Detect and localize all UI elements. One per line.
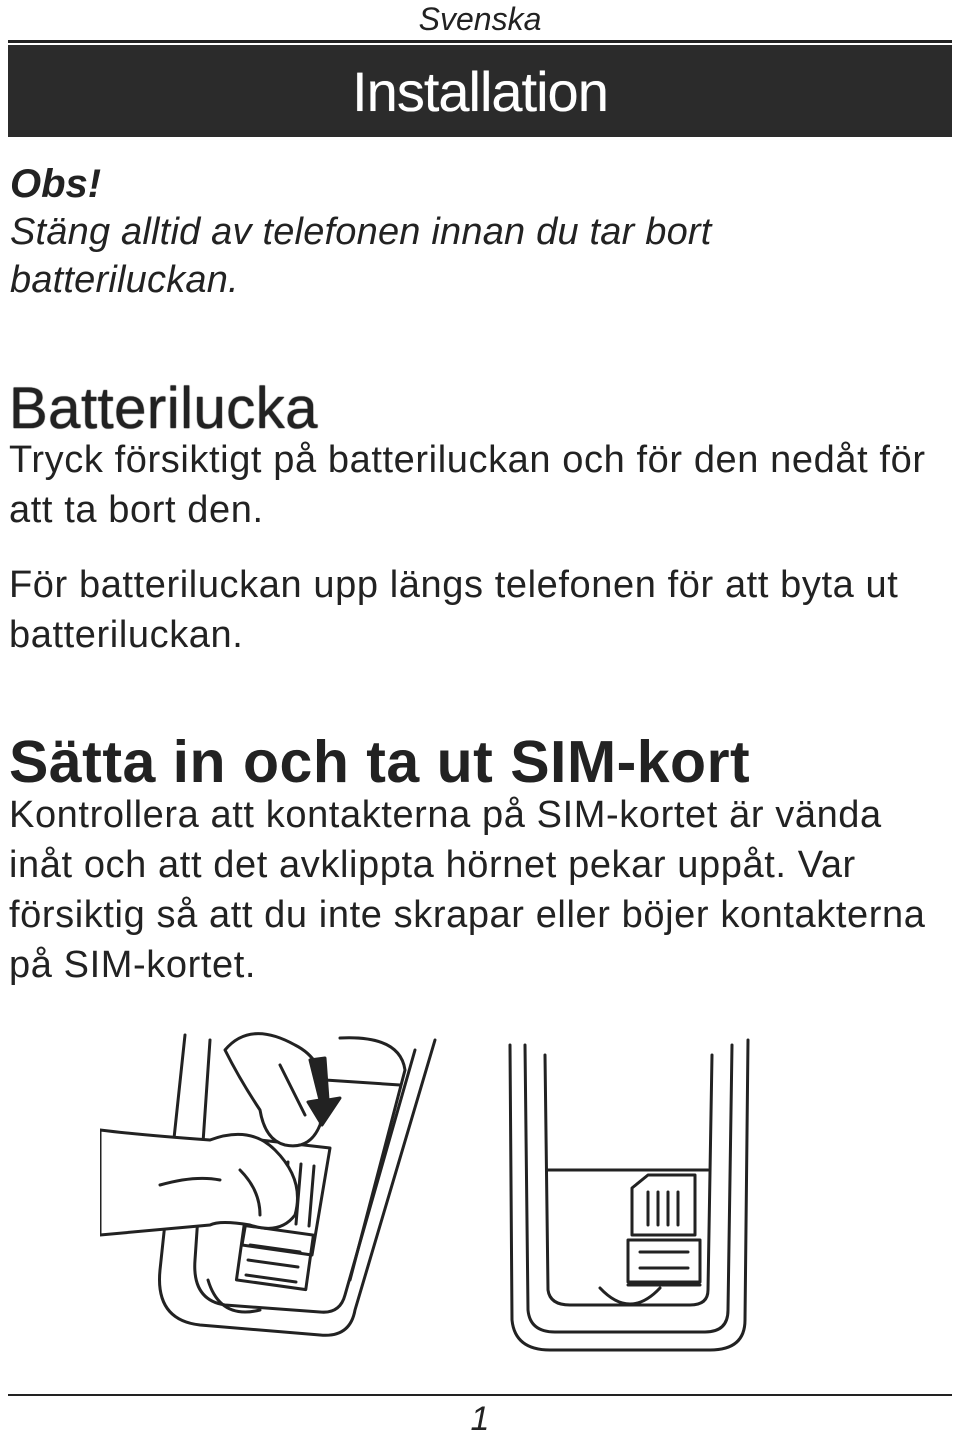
- section-banner: [8, 45, 952, 137]
- header-divider: [8, 40, 952, 43]
- language-label: Svenska: [418, 1, 542, 37]
- phone-sim-slot-icon: [510, 1040, 748, 1350]
- sim-heading: Sätta in och ta ut SIM-kort: [9, 729, 751, 795]
- footer-divider: [8, 1394, 952, 1396]
- sim-installation-illustration: [100, 1020, 860, 1360]
- sim-paragraph: Kontrollera att kontakterna på SIM-kortet är vända inåt och att det avklippta hörnet pekar uppåt. Var försiktig så att du inte skrapar eller böjer kontakterna på SIM-kortet.: [9, 794, 926, 986]
- battery-heading: Batterilucka: [9, 376, 319, 441]
- note-label: Obs!: [10, 162, 102, 206]
- note-text: Stäng alltid av telefonen innan du tar bort batteriluckan.: [10, 211, 712, 301]
- phone-with-hand-icon: [100, 1034, 435, 1336]
- banner-title: Installation: [352, 59, 608, 123]
- battery-paragraph-1: Tryck försiktigt på batteriluckan och för den nedåt för att ta bort den.: [9, 439, 926, 531]
- page-number: 1: [470, 1400, 490, 1438]
- battery-paragraph-2: För batteriluckan upp längs telefonen för att byta ut batteriluckan.: [9, 564, 899, 656]
